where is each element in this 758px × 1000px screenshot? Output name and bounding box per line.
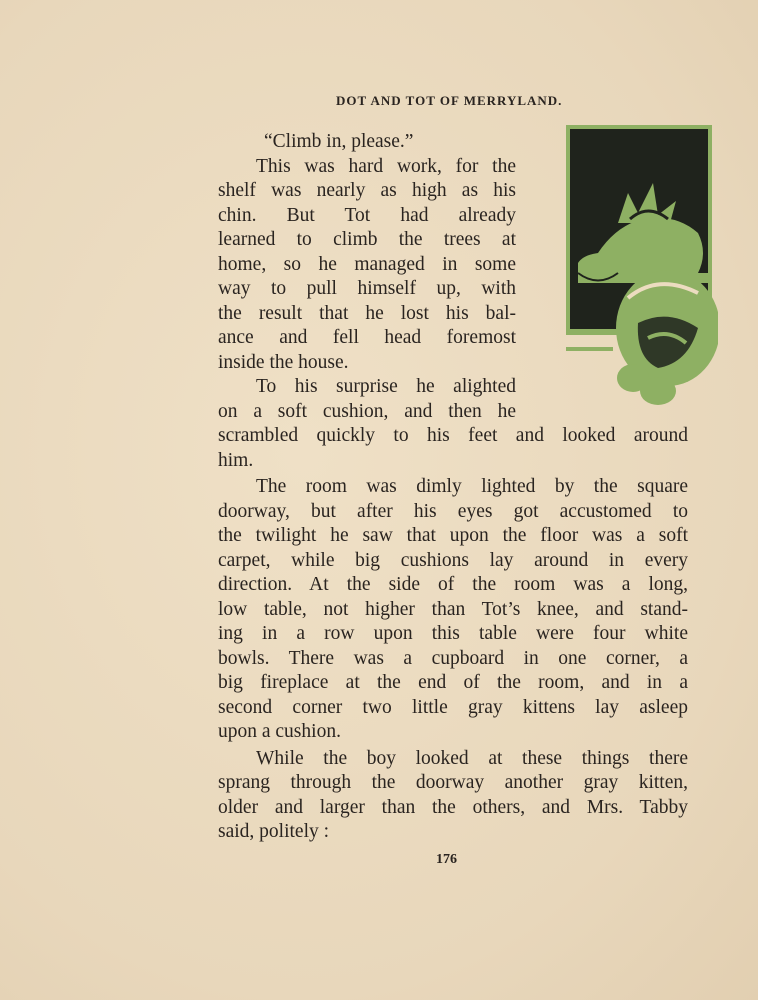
- paragraph: [218, 130, 516, 155]
- text-line: big fireplace at the end of the room, and in a: [218, 672, 688, 693]
- paragraph: [218, 747, 688, 845]
- text-line: inside the house.: [218, 351, 349, 373]
- paragraph: [218, 375, 688, 473]
- text-line: him.: [218, 449, 254, 471]
- text-line: learned to climb the trees at: [218, 229, 516, 250]
- text-line: To his surprise he alighted: [256, 376, 516, 397]
- paragraph: [218, 475, 688, 745]
- text-line: said, politely :: [218, 821, 330, 842]
- text-line: The room was dimly lighted by the square: [256, 476, 688, 497]
- text-line: This was hard work, for the: [256, 155, 516, 177]
- text-line: chin. But Tot had already: [218, 204, 516, 226]
- text-line: the result that he lost his bal-: [218, 302, 516, 324]
- text-line: “Climb in, please.”: [264, 131, 414, 152]
- text-line: direction. At the side of the room was a long,: [218, 574, 688, 595]
- text-line: ing in a row upon this table were four white: [218, 623, 688, 644]
- paragraph: [218, 155, 516, 376]
- text-line: on a soft cushion, and then he: [218, 400, 516, 422]
- text-line: way to pull himself up, with: [218, 278, 516, 299]
- text-line: While the boy looked at these things there: [256, 747, 688, 769]
- text-line: carpet, while big cushions lay around in every: [218, 549, 688, 571]
- text-line: second corner two little gray kittens lay asleep: [218, 696, 688, 718]
- text-line: older and larger than the others, and Mrs. Tabby: [218, 796, 688, 818]
- text-line: home, so he managed in some: [218, 253, 516, 275]
- text-line: scrambled quickly to his feet and looked around: [218, 425, 688, 446]
- text-line: the twilight he saw that upon the floor was a soft: [218, 525, 688, 546]
- running-title: DOT AND TOT OF MERRYLAND.: [336, 93, 563, 108]
- page-number: 176: [436, 852, 457, 867]
- text-line: bowls. There was a cupboard in one corner, a: [218, 647, 688, 669]
- text-line: sprang through the doorway another gray kitten,: [218, 772, 688, 793]
- text-line: upon a cushion.: [218, 721, 341, 742]
- body-text: [218, 130, 688, 845]
- text-line: ance and fell head foremost: [218, 327, 516, 348]
- text-line: shelf was nearly as high as his: [218, 180, 516, 201]
- text-line: doorway, but after his eyes got accustomed to: [218, 500, 688, 522]
- text-line: low table, not higher than Tot’s knee, and stand-: [218, 598, 688, 620]
